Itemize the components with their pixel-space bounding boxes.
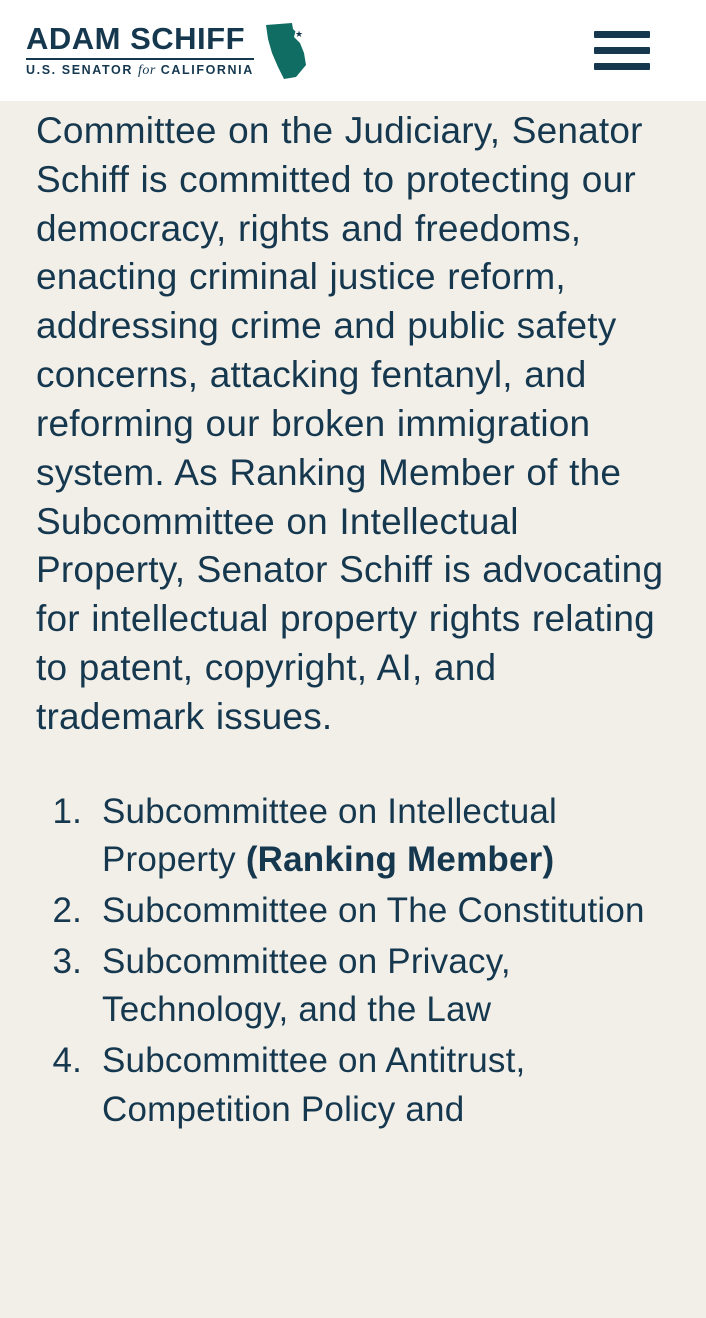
- logo-text: [26, 23, 254, 78]
- hamburger-menu-icon[interactable]: [594, 28, 650, 74]
- list-item-emphasis: (Ranking Member): [245, 840, 555, 880]
- list-item-text: Subcommittee on Privacy, Technology, and the Law: [102, 941, 511, 1030]
- subcommittee-list: [36, 788, 670, 1134]
- list-item-text: Subcommittee on The Constitution: [102, 891, 645, 931]
- logo-subtitle-left: U.S. SENATOR: [26, 63, 133, 77]
- list-item: [92, 938, 670, 1035]
- main-content: [0, 101, 706, 1134]
- logo-subtitle: [26, 64, 254, 78]
- site-header: [0, 0, 706, 101]
- logo-subtitle-for: for: [137, 63, 156, 78]
- logo-divider: [26, 58, 254, 60]
- site-logo[interactable]: [26, 23, 308, 79]
- menu-bar-1: [594, 31, 650, 38]
- list-item-text: Subcommittee on Intellectual Property: [102, 791, 558, 880]
- menu-bar-3: [594, 63, 650, 70]
- svg-text:★: ★: [294, 28, 303, 39]
- logo-name: ADAM SCHIFF: [26, 21, 246, 56]
- california-state-outline-icon: [262, 23, 308, 79]
- logo-subtitle-right: CALIFORNIA: [160, 63, 254, 77]
- body-paragraph: Committee on the Judiciary, Senator Schiff is committed to protecting our democracy, rights and freedoms, enacting criminal justice reform, addressing crime and public safety concerns, attacking fentanyl, and reforming our broken immigration system. As Ranking Member of the Subcommittee on Intellectual Property, Senator Schiff is advocating for intellectual property rights relating to patent, copyright, AI, and trademark issues.: [36, 110, 664, 737]
- list-item-text: Subcommittee on Antitrust, Competition Policy and: [102, 1040, 526, 1129]
- list-item: [92, 1037, 670, 1134]
- list-item: [92, 788, 670, 885]
- list-item: [92, 887, 670, 936]
- menu-bar-2: [594, 47, 650, 54]
